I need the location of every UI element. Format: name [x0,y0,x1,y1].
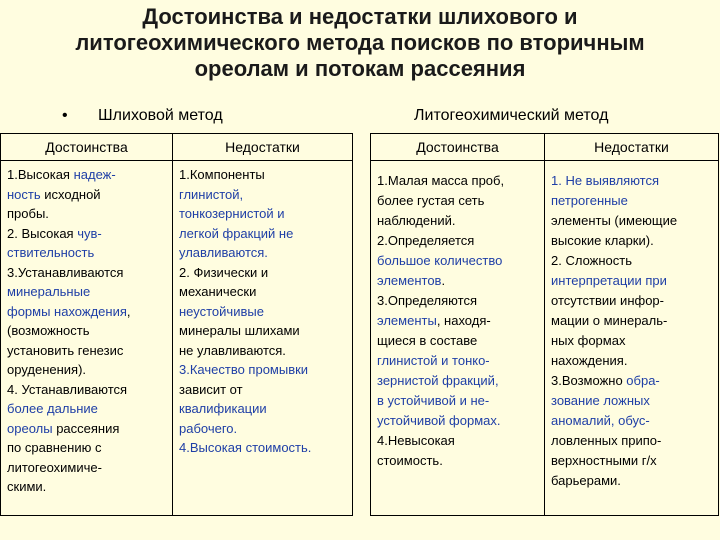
text: легкой фракций не [179,225,294,241]
text: ствительность [7,245,95,260]
text: зависит от [179,381,243,397]
text: устойчивой формах. [377,413,501,428]
text: оруденения). [7,362,87,377]
text: формы нахождения [7,303,127,319]
text: мации о минераль- [551,313,668,328]
text: ловленных припо- [551,433,662,448]
text: зование ложных [551,393,650,408]
text: 2. Физически и [179,264,269,280]
text: в устойчивой и не- [377,393,490,408]
bullet-icon: • [62,107,68,124]
shlikh-table [0,133,353,516]
text: элементы [377,313,437,328]
slide-title [0,4,720,82]
text: , [126,303,131,319]
text: скими. [7,479,47,494]
shlikh-advantages-cell [1,161,173,516]
text: барьерами. [551,473,621,488]
text: минеральные [7,284,91,299]
text: большое количество [377,253,503,268]
header-lito-dis: Недостатки [545,134,719,161]
text: минералы шлихами [179,323,300,338]
method-heading-shlikh [62,107,223,125]
text: механически [179,284,257,299]
text: петрогенные [551,193,628,208]
text: 1. Не выявляются [551,173,660,188]
text: 3.Определяются [377,293,477,308]
text: глинистой и тонко- [377,353,490,368]
title-line-2: литогеохимического метода поисков по вторичным [75,30,645,55]
text: элементы (имеющие [551,213,678,228]
text: рассеяния [52,420,120,436]
text: 4. Устанавливаются [7,381,128,397]
text: стоимость. [377,453,443,468]
text: 1.Высокая [7,167,74,182]
lito-advantages-cell [371,161,545,516]
text: наблюдений. [377,213,456,228]
text: 4.Высокая стоимость. [179,440,312,455]
text: . [441,273,446,288]
text: квалификации [179,401,267,416]
header-shlikh-adv: Достоинства [1,134,173,161]
text: пробы. [7,206,49,221]
text: по сравнению с [7,440,102,455]
text: обра- [626,373,660,388]
text: более густая сеть [377,193,485,208]
lito-table [370,133,719,516]
text: рабочего. [179,420,238,436]
text: 2. Сложность [551,253,632,268]
text: надеж- [73,167,116,182]
text: зернистой фракций, [377,373,499,388]
text: 4.Невысокая [377,433,455,448]
text: глинистой, [179,186,244,202]
text: 3.Устанавливаются [7,264,124,280]
text: верхностными г/х [551,453,657,468]
text: , находя- [436,313,491,328]
text: ность [7,186,41,202]
text: более дальние [7,401,98,416]
text: аномалий, обус- [551,413,650,428]
text: 1.Компоненты [179,167,265,182]
text: 3.Возможно [551,373,627,388]
text: интерпретации при [551,273,667,288]
title-line-1: Достоинства и недостатки шлихового и [142,4,578,29]
text: элементов [377,273,442,288]
header-lito-adv: Достоинства [371,134,545,161]
text: установить генезис [7,342,124,358]
text: 2.Определяется [377,233,475,248]
text: неустойчивые [179,303,264,319]
text: 3.Качество промывки [179,362,309,377]
text: чув- [77,225,102,241]
text: тонкозернистой и [179,206,285,221]
lito-disadvantages-cell [545,161,719,516]
title-line-3: ореолам и потокам рассеяния [194,56,526,81]
shlikh-disadvantages-cell [173,161,353,516]
text: 1.Малая масса проб, [377,173,505,188]
text: ных формах [551,333,626,348]
text: (возможность [7,323,90,338]
text: исходной [40,186,101,202]
method-label-shlikh: Шлиховой метод [98,107,223,124]
text: щиеся в составе [377,333,478,348]
text: 2. Высокая [7,225,78,241]
header-shlikh-dis: Недостатки [173,134,353,161]
method-heading-lito: Литогеохимический метод [414,107,609,124]
text: не улавливаются. [179,342,286,358]
text: отсутствии инфор- [551,293,664,308]
text: высокие кларки). [551,233,654,248]
text: улавливаются. [179,245,268,260]
text: литогеохимиче- [7,459,102,475]
text: ореолы [7,420,53,436]
text: нахождения. [551,353,628,368]
